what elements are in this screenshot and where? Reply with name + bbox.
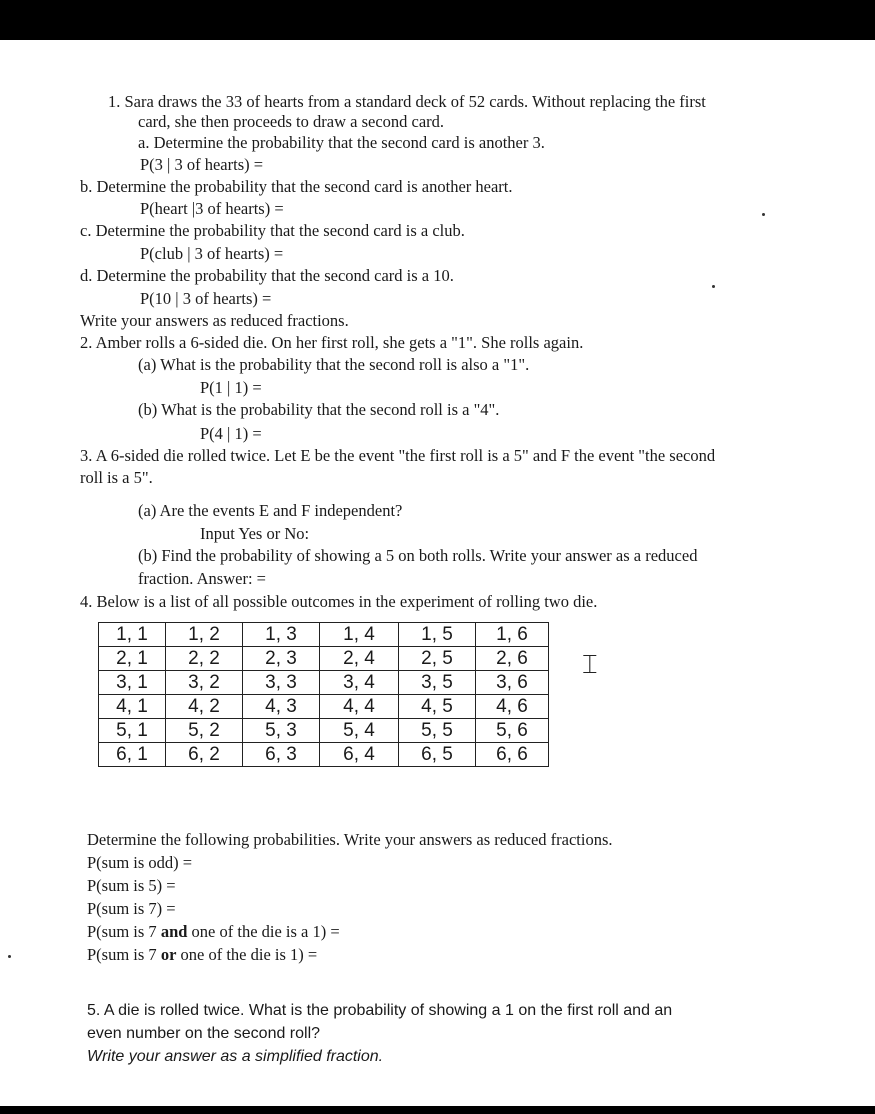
q1b-answer-line[interactable]: P(heart |3 of hearts) = — [140, 199, 284, 218]
table-cell: 1, 3 — [243, 623, 320, 647]
q1-intro-line1: 1. Sara draws the 33 of hearts from a standard deck of 52 cards. Without replacing the first — [108, 92, 706, 111]
q4-sum-7-and-1-post: one of the die is a 1) = — [187, 922, 340, 941]
q2b-answer-line[interactable]: P(4 | 1) = — [200, 424, 262, 443]
table-cell: 5, 3 — [243, 719, 320, 743]
speck — [8, 955, 11, 958]
q3b-question-line1: (b) Find the probability of showing a 5 on both rolls. Write your answer as a reduced — [138, 546, 698, 565]
table-cell: 1, 2 — [166, 623, 243, 647]
q1c-answer-line[interactable]: P(club | 3 of hearts) = — [140, 244, 284, 263]
q4-sum-5-answer[interactable]: P(sum is 5) = — [87, 876, 176, 895]
table-cell: 6, 5 — [399, 743, 476, 767]
table-cell: 6, 4 — [320, 743, 399, 767]
table-cell: 1, 6 — [476, 623, 549, 647]
table-cell: 4, 1 — [99, 695, 166, 719]
q4-and-keyword: and — [160, 922, 188, 941]
bottom-black-bar — [0, 1106, 875, 1114]
table-cell: 3, 2 — [166, 671, 243, 695]
q5-line2: even number on the second roll? — [87, 1025, 321, 1042]
q1d-question: d. Determine the probability that the second card is a 10. — [80, 266, 454, 285]
table-cell: 2, 4 — [320, 647, 399, 671]
table-row — [99, 647, 549, 671]
table-cell: 5, 6 — [476, 719, 549, 743]
table-cell: 2, 6 — [476, 647, 549, 671]
table-cell: 5, 1 — [99, 719, 166, 743]
table-cell: 1, 5 — [399, 623, 476, 647]
q2b-question: (b) What is the probability that the second roll is a "4". — [138, 400, 500, 419]
q2a-question: (a) What is the probability that the second roll is also a "1". — [138, 355, 530, 374]
table-cell: 4, 5 — [399, 695, 476, 719]
q4-sum-7-and-1-pre: P(sum is 7 — [87, 922, 161, 941]
q4-intro: 4. Below is a list of all possible outcomes in the experiment of rolling two die. — [80, 592, 598, 611]
table-cell: 6, 1 — [99, 743, 166, 767]
speck — [712, 285, 715, 288]
q3a-input-prompt[interactable]: Input Yes or No: — [200, 524, 310, 543]
table-cell: 3, 4 — [320, 671, 399, 695]
table-cell: 6, 3 — [243, 743, 320, 767]
q4-or-keyword: or — [160, 945, 177, 964]
q1d-answer-line[interactable]: P(10 | 3 of hearts) = — [140, 289, 272, 308]
q4-sum-7-or-1-post: one of the die is 1) = — [176, 945, 318, 964]
speck — [762, 213, 765, 216]
q1b-question: b. Determine the probability that the second card is another heart. — [80, 177, 513, 196]
table-row — [99, 743, 549, 767]
table-cell: 4, 4 — [320, 695, 399, 719]
table-cell: 5, 2 — [166, 719, 243, 743]
table-row — [99, 623, 549, 647]
table-cell: 6, 6 — [476, 743, 549, 767]
table-cell: 4, 2 — [166, 695, 243, 719]
q1-note: Write your answers as reduced fractions. — [80, 311, 349, 330]
text-cursor-icon: ⌶ — [582, 650, 598, 680]
table-cell: 4, 6 — [476, 695, 549, 719]
table-cell: 5, 4 — [320, 719, 399, 743]
q4-instructions: Determine the following probabilities. Write your answers as reduced fractions. — [87, 830, 613, 849]
q4-sum-7-or-1-pre: P(sum is 7 — [87, 945, 161, 964]
q4-sum-odd-answer[interactable]: P(sum is odd) = — [87, 853, 193, 872]
table-cell: 3, 6 — [476, 671, 549, 695]
q3-intro-line2: roll is a 5". — [80, 468, 153, 487]
q2-intro: 2. Amber rolls a 6-sided die. On her first roll, she gets a "1". She rolls again. — [80, 333, 584, 352]
table-cell: 2, 2 — [166, 647, 243, 671]
q1-intro-line2: card, she then proceeds to draw a second card. — [138, 112, 445, 131]
q1a-answer-line[interactable]: P(3 | 3 of hearts) = — [140, 155, 264, 174]
q5-instruction: Write your answer as a simplified fraction. — [87, 1048, 384, 1065]
q3a-question: (a) Are the events E and F independent? — [138, 501, 403, 520]
table-cell: 3, 1 — [99, 671, 166, 695]
table-cell: 1, 4 — [320, 623, 399, 647]
q3b-answer-line[interactable]: fraction. Answer: = — [138, 569, 266, 588]
q3-intro-line1: 3. A 6-sided die rolled twice. Let E be the event "the first roll is a 5" and F the event "the second — [80, 446, 716, 465]
table-cell: 6, 2 — [166, 743, 243, 767]
table-cell: 3, 5 — [399, 671, 476, 695]
outcomes-table — [98, 622, 549, 767]
q4-sum-7-answer[interactable]: P(sum is 7) = — [87, 899, 176, 918]
q4-sum-7-and-1-answer[interactable] — [87, 922, 340, 942]
q2a-answer-line[interactable]: P(1 | 1) = — [200, 378, 262, 397]
q1c-question: c. Determine the probability that the second card is a club. — [80, 221, 465, 240]
table-cell: 2, 1 — [99, 647, 166, 671]
table-cell: 2, 5 — [399, 647, 476, 671]
table-cell: 1, 1 — [99, 623, 166, 647]
q4-sum-7-or-1-answer[interactable] — [87, 945, 317, 965]
table-cell: 2, 3 — [243, 647, 320, 671]
table-cell: 3, 3 — [243, 671, 320, 695]
table-row — [99, 695, 549, 719]
q1a-question: a. Determine the probability that the second card is another 3. — [138, 133, 545, 152]
q5-line1: 5. A die is rolled twice. What is the probability of showing a 1 on the first roll and an — [87, 1002, 673, 1019]
table-cell: 4, 3 — [243, 695, 320, 719]
table-cell: 5, 5 — [399, 719, 476, 743]
table-row — [99, 671, 549, 695]
table-row — [99, 719, 549, 743]
